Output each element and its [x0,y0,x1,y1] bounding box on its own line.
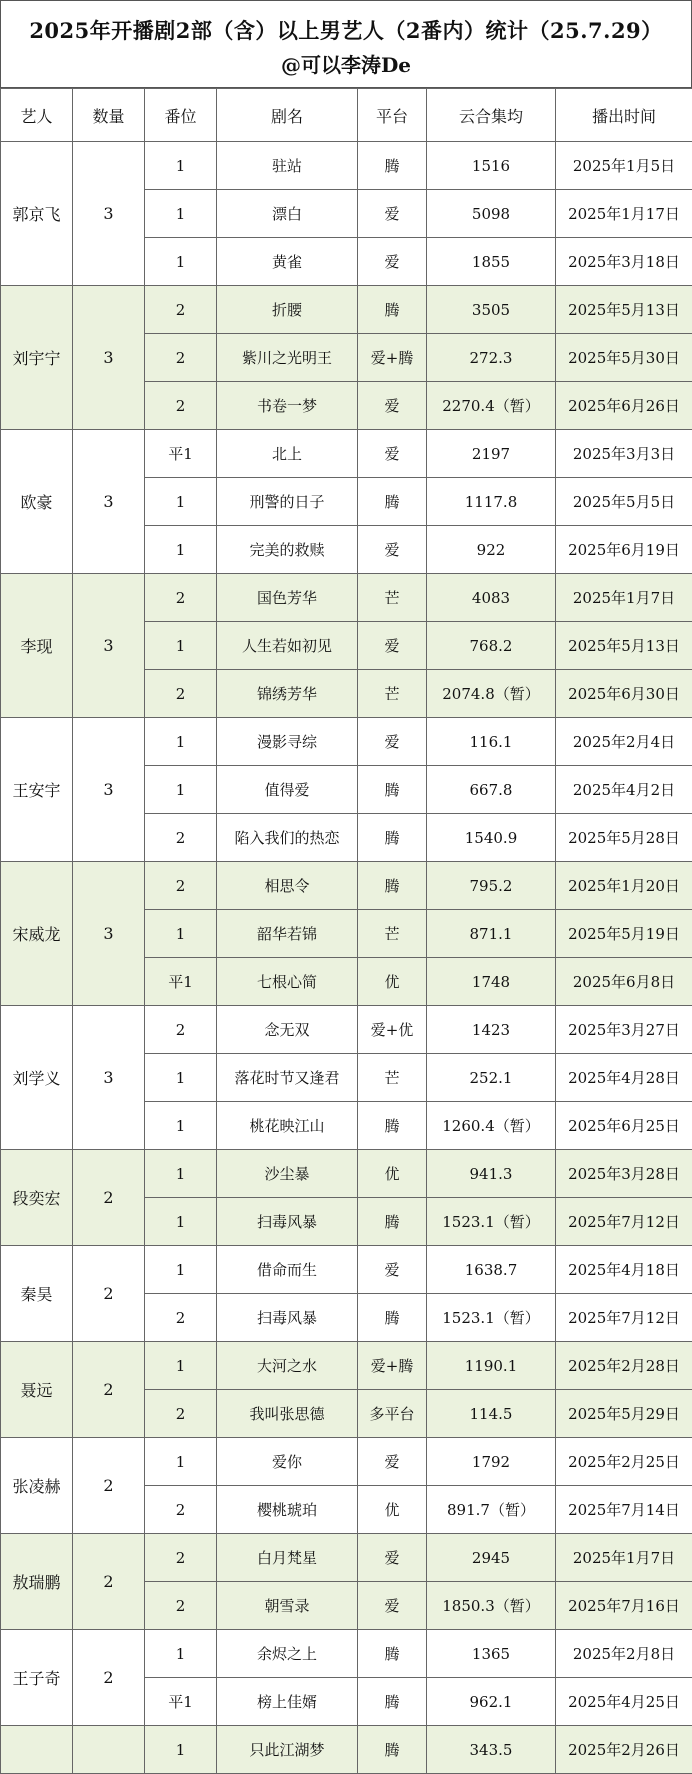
drama-name-cell: 朝雪录 [217,1582,358,1630]
yunhe-average-cell: 1365 [427,1630,556,1678]
billing-rank-cell: 1 [145,622,217,670]
artist-name-cell [1,1726,73,1774]
drama-name-cell: 锦绣芳华 [217,670,358,718]
billing-rank-cell: 2 [145,1006,217,1054]
platform-cell: 腾 [358,766,427,814]
platform-cell: 优 [358,958,427,1006]
billing-rank-cell: 1 [145,910,217,958]
table-body [1,142,692,1774]
yunhe-average-cell: 1748 [427,958,556,1006]
artist-name-cell: 敖瑞鹏 [1,1534,73,1630]
table-row [1,142,692,190]
artist-name-cell: 刘宇宁 [1,286,73,430]
drama-name-cell: 漂白 [217,190,358,238]
platform-cell: 爱 [358,238,427,286]
table-row [1,1246,692,1294]
platform-cell: 爱+腾 [358,334,427,382]
billing-rank-cell: 1 [145,1342,217,1390]
billing-rank-cell: 1 [145,1438,217,1486]
table-row [1,430,692,478]
drama-name-cell: 我叫张思德 [217,1390,358,1438]
artist-name-cell: 李现 [1,574,73,718]
platform-cell: 芒 [358,670,427,718]
header-drama: 剧名 [217,89,358,142]
air-date-cell: 2025年1月5日 [556,142,692,190]
sheet-title [0,0,692,88]
platform-cell: 优 [358,1150,427,1198]
drama-count-cell: 3 [73,1006,145,1150]
billing-rank-cell: 2 [145,862,217,910]
platform-cell: 腾 [358,862,427,910]
platform-cell: 芒 [358,1054,427,1102]
billing-rank-cell: 1 [145,718,217,766]
yunhe-average-cell: 1792 [427,1438,556,1486]
air-date-cell: 2025年2月4日 [556,718,692,766]
billing-rank-cell: 平1 [145,430,217,478]
billing-rank-cell: 2 [145,814,217,862]
yunhe-average-cell: 5098 [427,190,556,238]
billing-rank-cell: 平1 [145,958,217,1006]
yunhe-average-cell: 114.5 [427,1390,556,1438]
drama-name-cell: 白月梵星 [217,1534,358,1582]
drama-count-cell: 2 [73,1246,145,1342]
air-date-cell: 2025年7月16日 [556,1582,692,1630]
yunhe-average-cell: 667.8 [427,766,556,814]
drama-count-cell: 3 [73,718,145,862]
platform-cell: 爱+优 [358,1006,427,1054]
drama-count-cell: 3 [73,574,145,718]
table-row [1,1342,692,1390]
artist-name-cell: 宋威龙 [1,862,73,1006]
drama-name-cell: 爱你 [217,1438,358,1486]
billing-rank-cell: 1 [145,1102,217,1150]
billing-rank-cell: 平1 [145,1678,217,1726]
air-date-cell: 2025年4月18日 [556,1246,692,1294]
header-platform: 平台 [358,89,427,142]
table-row [1,1630,692,1678]
air-date-cell: 2025年7月14日 [556,1486,692,1534]
table-row [1,1534,692,1582]
platform-cell: 爱+腾 [358,1342,427,1390]
air-date-cell: 2025年4月28日 [556,1054,692,1102]
table-row [1,1726,692,1774]
platform-cell: 腾 [358,1726,427,1774]
platform-cell: 爱 [358,526,427,574]
yunhe-average-cell: 1540.9 [427,814,556,862]
air-date-cell: 2025年1月7日 [556,574,692,622]
artist-name-cell: 郭京飞 [1,142,73,286]
yunhe-average-cell: 116.1 [427,718,556,766]
header-count: 数量 [73,89,145,142]
drama-name-cell: 落花时节又逢君 [217,1054,358,1102]
drama-count-cell: 3 [73,430,145,574]
platform-cell: 腾 [358,1678,427,1726]
drama-name-cell: 大河之水 [217,1342,358,1390]
drama-count-cell: 2 [73,1342,145,1438]
table-row [1,1438,692,1486]
yunhe-average-cell: 1260.4（暂） [427,1102,556,1150]
drama-name-cell: 刑警的日子 [217,478,358,526]
artist-name-cell: 聂远 [1,1342,73,1438]
header-score: 云合集均 [427,89,556,142]
drama-name-cell: 陷入我们的热恋 [217,814,358,862]
air-date-cell: 2025年5月29日 [556,1390,692,1438]
billing-rank-cell: 1 [145,526,217,574]
drama-count-cell: 2 [73,1150,145,1246]
drama-name-cell: 国色芳华 [217,574,358,622]
billing-rank-cell: 1 [145,1054,217,1102]
table-row [1,718,692,766]
platform-cell: 爱 [358,430,427,478]
platform-cell: 腾 [358,142,427,190]
billing-rank-cell: 1 [145,142,217,190]
drama-count-cell [73,1726,145,1774]
drama-name-cell: 人生若如初见 [217,622,358,670]
air-date-cell: 2025年2月26日 [556,1726,692,1774]
air-date-cell: 2025年5月28日 [556,814,692,862]
header-rank: 番位 [145,89,217,142]
yunhe-average-cell: 1638.7 [427,1246,556,1294]
yunhe-average-cell: 1117.8 [427,478,556,526]
platform-cell: 腾 [358,286,427,334]
drama-name-cell: 相思令 [217,862,358,910]
yunhe-average-cell: 871.1 [427,910,556,958]
air-date-cell: 2025年4月2日 [556,766,692,814]
air-date-cell: 2025年2月8日 [556,1630,692,1678]
platform-cell: 腾 [358,1294,427,1342]
billing-rank-cell: 1 [145,766,217,814]
air-date-cell: 2025年2月25日 [556,1438,692,1486]
drama-name-cell: 韶华若锦 [217,910,358,958]
yunhe-average-cell: 1423 [427,1006,556,1054]
yunhe-average-cell: 962.1 [427,1678,556,1726]
billing-rank-cell: 2 [145,382,217,430]
drama-name-cell: 黄雀 [217,238,358,286]
drama-name-cell: 折腰 [217,286,358,334]
yunhe-average-cell: 3505 [427,286,556,334]
drama-name-cell: 完美的救赎 [217,526,358,574]
title-line-2: @可以李涛De [1,49,691,78]
artist-name-cell: 段奕宏 [1,1150,73,1246]
table-row [1,1006,692,1054]
billing-rank-cell: 2 [145,1534,217,1582]
platform-cell: 爱 [358,718,427,766]
drama-name-cell: 紫川之光明王 [217,334,358,382]
yunhe-average-cell: 1850.3（暂） [427,1582,556,1630]
artist-name-cell: 王子奇 [1,1630,73,1726]
platform-cell: 多平台 [358,1390,427,1438]
platform-cell: 腾 [358,814,427,862]
air-date-cell: 2025年1月17日 [556,190,692,238]
air-date-cell: 2025年5月19日 [556,910,692,958]
billing-rank-cell: 2 [145,334,217,382]
air-date-cell: 2025年7月12日 [556,1198,692,1246]
air-date-cell: 2025年1月7日 [556,1534,692,1582]
drama-name-cell: 扫毒风暴 [217,1198,358,1246]
drama-name-cell: 扫毒风暴 [217,1294,358,1342]
drama-name-cell: 漫影寻综 [217,718,358,766]
air-date-cell: 2025年6月19日 [556,526,692,574]
yunhe-average-cell: 2270.4（暂） [427,382,556,430]
drama-name-cell: 书卷一梦 [217,382,358,430]
platform-cell: 爱 [358,1534,427,1582]
air-date-cell: 2025年5月5日 [556,478,692,526]
drama-count-cell: 2 [73,1438,145,1534]
platform-cell: 爱 [358,622,427,670]
yunhe-average-cell: 1523.1（暂） [427,1294,556,1342]
drama-name-cell: 沙尘暴 [217,1150,358,1198]
platform-cell: 爱 [358,1246,427,1294]
drama-name-cell: 北上 [217,430,358,478]
platform-cell: 腾 [358,1198,427,1246]
artist-stats-table [0,88,692,1774]
header-date: 播出时间 [556,89,692,142]
billing-rank-cell: 2 [145,574,217,622]
billing-rank-cell: 1 [145,1726,217,1774]
header-row [1,89,692,142]
yunhe-average-cell: 941.3 [427,1150,556,1198]
table-row [1,1150,692,1198]
artist-name-cell: 张凌赫 [1,1438,73,1534]
air-date-cell: 2025年6月26日 [556,382,692,430]
drama-name-cell: 念无双 [217,1006,358,1054]
yunhe-average-cell: 922 [427,526,556,574]
drama-name-cell: 七根心简 [217,958,358,1006]
air-date-cell: 2025年1月20日 [556,862,692,910]
drama-name-cell: 驻站 [217,142,358,190]
drama-count-cell: 3 [73,862,145,1006]
yunhe-average-cell: 1190.1 [427,1342,556,1390]
billing-rank-cell: 1 [145,1150,217,1198]
yunhe-average-cell: 1516 [427,142,556,190]
artist-name-cell: 秦昊 [1,1246,73,1342]
yunhe-average-cell: 1523.1（暂） [427,1198,556,1246]
yunhe-average-cell: 768.2 [427,622,556,670]
air-date-cell: 2025年2月28日 [556,1342,692,1390]
yunhe-average-cell: 1855 [427,238,556,286]
air-date-cell: 2025年5月30日 [556,334,692,382]
artist-name-cell: 王安宇 [1,718,73,862]
billing-rank-cell: 1 [145,1198,217,1246]
air-date-cell: 2025年4月25日 [556,1678,692,1726]
title-line-1: 2025年开播剧2部（含）以上男艺人（2番内）统计（25.7.29） [1,15,691,45]
platform-cell: 芒 [358,910,427,958]
yunhe-average-cell: 2197 [427,430,556,478]
air-date-cell: 2025年3月27日 [556,1006,692,1054]
air-date-cell: 2025年3月28日 [556,1150,692,1198]
platform-cell: 爱 [358,1438,427,1486]
yunhe-average-cell: 891.7（暂） [427,1486,556,1534]
yunhe-average-cell: 272.3 [427,334,556,382]
table-row [1,286,692,334]
drama-name-cell: 桃花映江山 [217,1102,358,1150]
billing-rank-cell: 2 [145,1294,217,1342]
yunhe-average-cell: 2945 [427,1534,556,1582]
drama-count-cell: 2 [73,1630,145,1726]
drama-name-cell: 值得爱 [217,766,358,814]
artist-name-cell: 刘学义 [1,1006,73,1150]
billing-rank-cell: 1 [145,238,217,286]
artist-name-cell: 欧豪 [1,430,73,574]
yunhe-average-cell: 343.5 [427,1726,556,1774]
billing-rank-cell: 2 [145,1582,217,1630]
platform-cell: 腾 [358,478,427,526]
drama-name-cell: 只此江湖梦 [217,1726,358,1774]
drama-count-cell: 3 [73,286,145,430]
table-row [1,862,692,910]
platform-cell: 爱 [358,382,427,430]
billing-rank-cell: 1 [145,478,217,526]
drama-count-cell: 2 [73,1534,145,1630]
air-date-cell: 2025年6月30日 [556,670,692,718]
header-artist: 艺人 [1,89,73,142]
platform-cell: 腾 [358,1630,427,1678]
table-row [1,574,692,622]
air-date-cell: 2025年6月25日 [556,1102,692,1150]
yunhe-average-cell: 4083 [427,574,556,622]
air-date-cell: 2025年5月13日 [556,622,692,670]
drama-name-cell: 樱桃琥珀 [217,1486,358,1534]
yunhe-average-cell: 2074.8（暂） [427,670,556,718]
platform-cell: 芒 [358,574,427,622]
yunhe-average-cell: 252.1 [427,1054,556,1102]
drama-count-cell: 3 [73,142,145,286]
billing-rank-cell: 2 [145,1390,217,1438]
air-date-cell: 2025年6月8日 [556,958,692,1006]
platform-cell: 爱 [358,1582,427,1630]
drama-name-cell: 借命而生 [217,1246,358,1294]
billing-rank-cell: 1 [145,190,217,238]
billing-rank-cell: 2 [145,1486,217,1534]
billing-rank-cell: 1 [145,1630,217,1678]
air-date-cell: 2025年3月3日 [556,430,692,478]
drama-name-cell: 余烬之上 [217,1630,358,1678]
platform-cell: 腾 [358,1102,427,1150]
platform-cell: 爱 [358,190,427,238]
drama-name-cell: 榜上佳婿 [217,1678,358,1726]
yunhe-average-cell: 795.2 [427,862,556,910]
billing-rank-cell: 2 [145,670,217,718]
air-date-cell: 2025年5月13日 [556,286,692,334]
platform-cell: 优 [358,1486,427,1534]
billing-rank-cell: 2 [145,286,217,334]
air-date-cell: 2025年7月12日 [556,1294,692,1342]
billing-rank-cell: 1 [145,1246,217,1294]
air-date-cell: 2025年3月18日 [556,238,692,286]
